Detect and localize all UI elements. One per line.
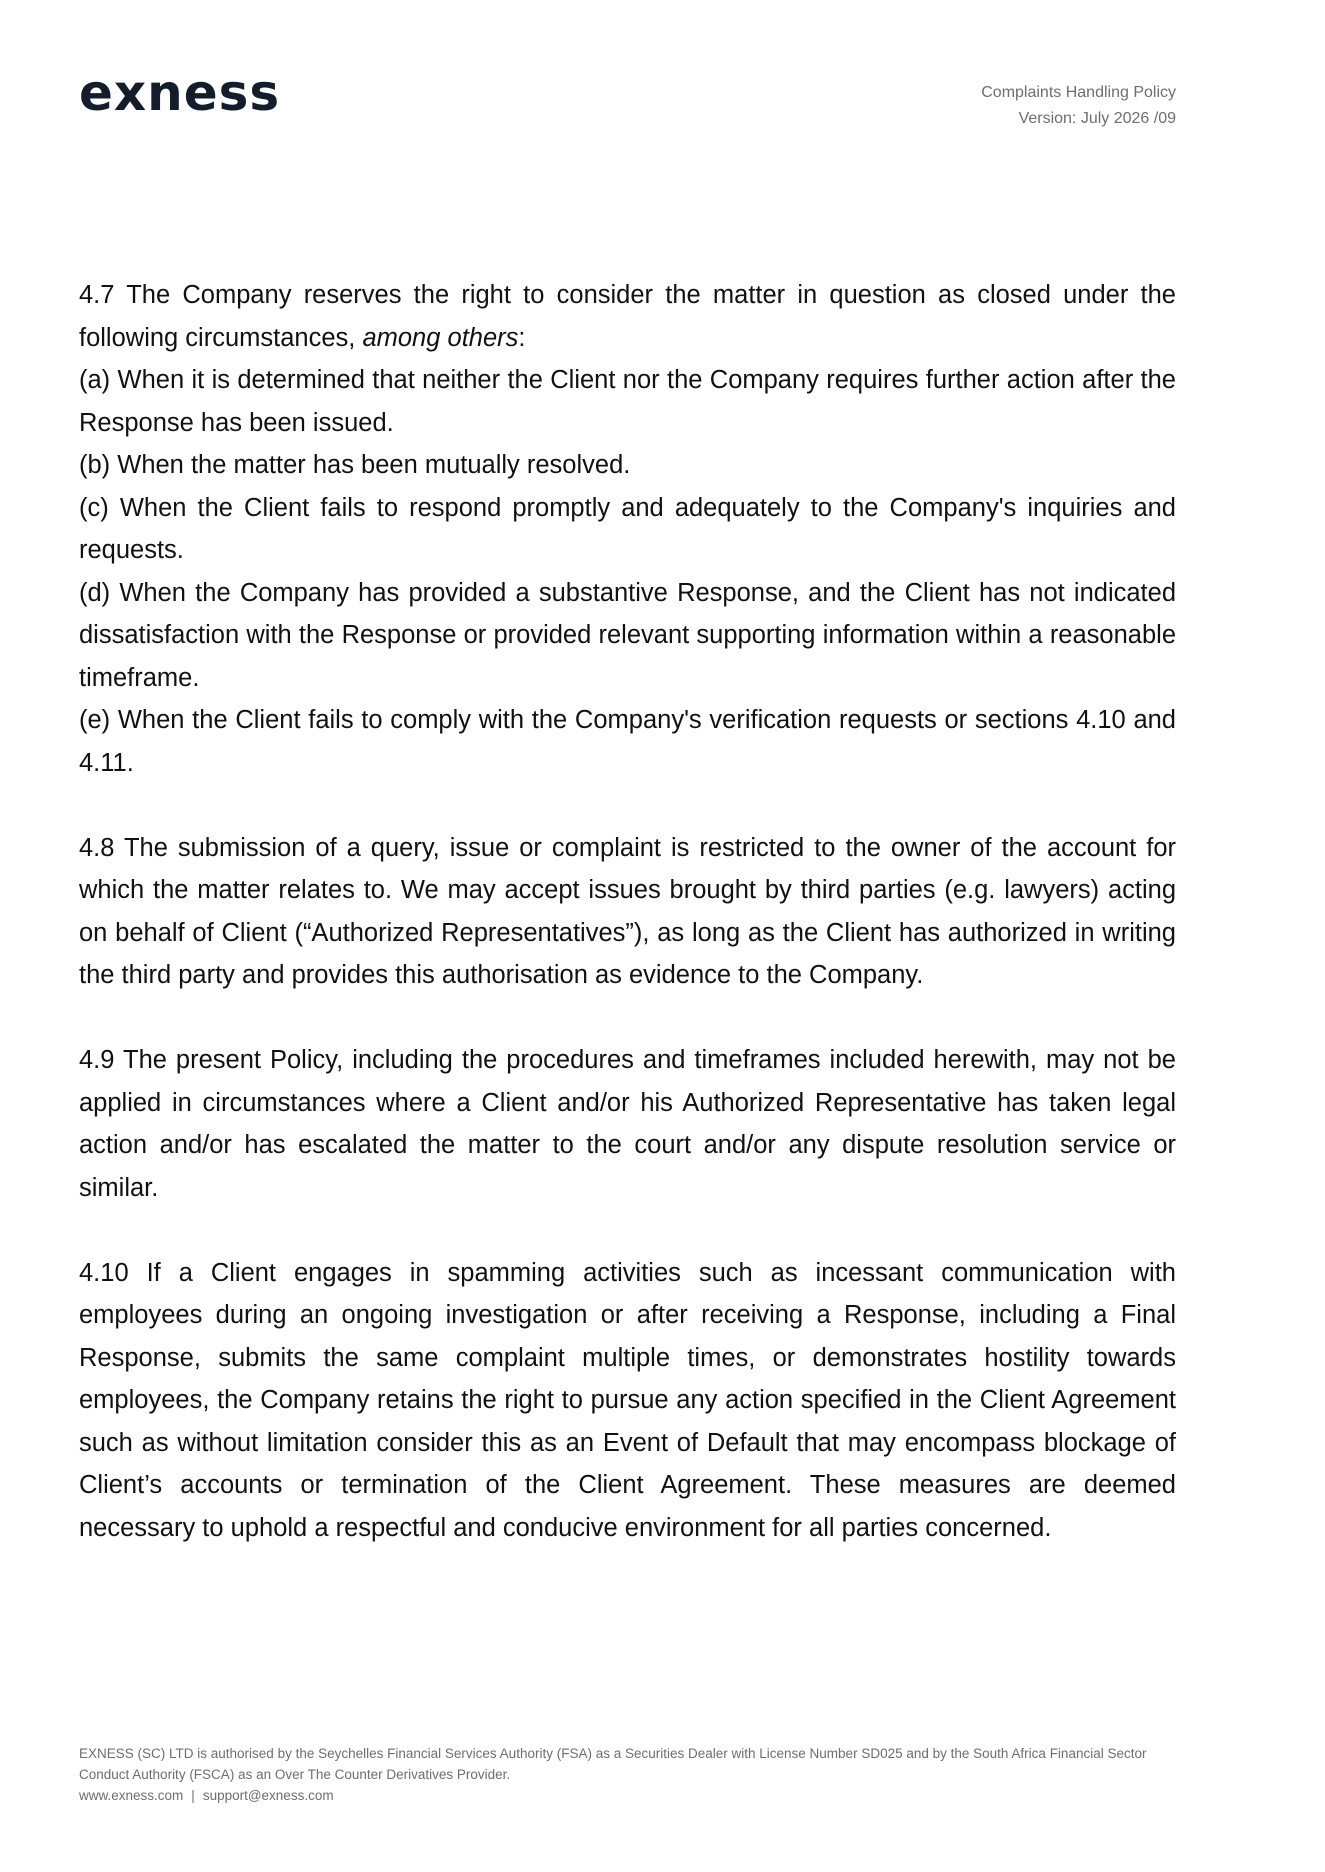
list-item-e: (e) When the Client fails to comply with the Company's verification requests or sections 4.10 and 4.11. [79, 706, 1176, 777]
page-footer [79, 1743, 1179, 1806]
paragraph-spacer [79, 997, 1176, 1040]
footer-website-link[interactable]: www.exness.com [79, 1788, 184, 1803]
section-4-10: 4.10 If a Client engages in spamming activities such as incessant communication with employees during an ongoing investigation or after receiving a Response, including a Final Response, submits the same complaint multiple times, or demonstrates hostility towards employees, the Company retains the right to pursue any action specified in the Client Agreement such as without limitation consider this as an Event of Default that may encompass blockage of Client’s accounts or termination of the Client Agreement. These measures are deemed necessary to uphold a respectful and conducive environment for all parties concerned. [79, 1258, 1176, 1542]
list-item-b: (b) When the matter has been mutually resolved. [79, 451, 631, 479]
section-4-7-colon: : [518, 323, 526, 352]
footer-separator: | [191, 1788, 195, 1803]
list-item-a: (a) When it is determined that neither the Client nor the Company requires further action after the Response has been issued. [79, 366, 1176, 437]
section-4-7-intro [79, 274, 1176, 359]
section-4-7-italic: among others [362, 323, 519, 352]
paragraph-spacer [79, 1209, 1176, 1252]
section-4-9: 4.9 The present Policy, including the procedures and timeframes included herewith, may not be applied in circumstances where a Client and/or his Authorized Representative has taken legal action and/or has escalated the matter to the court and/or any dispute resolution service or similar. [79, 1046, 1176, 1202]
document-version: Version: July 2026 /09 [1018, 110, 1176, 127]
footer-contacts [79, 1785, 1179, 1806]
document-header-meta [981, 80, 1176, 132]
list-item-c: (c) When the Client fails to respond promptly and adequately to the Company's inquiries and requests. [79, 493, 1176, 564]
document-body [79, 274, 1176, 1549]
section-4-8: 4.8 The submission of a query, issue or complaint is restricted to the owner of the account for which the matter relates to. We may accept issues brought by third parties (e.g. lawyers) acting on behalf of Client (“Authorized Representatives”), as long as the Client has authorized in writing the third party and provides this authorisation as evidence to the Company. [79, 833, 1176, 989]
list-item-d: (d) When the Company has provided a substantive Response, and the Client has not indicated dissatisfaction with the Response or provided relevant supporting information within a reasonable timeframe. [79, 578, 1176, 692]
document-title: Complaints Handling Policy [981, 84, 1176, 101]
paragraph-spacer [79, 784, 1176, 827]
footer-disclaimer: EXNESS (SC) LTD is authorised by the Seychelles Financial Services Authority (FSA) as a Securities Dealer with License Number SD025 and by the South Africa Financial Sector Conduct Authority (FSCA) as an Over The Counter Derivatives Provider. [79, 1746, 1147, 1782]
exness-logo: exness [79, 64, 281, 122]
footer-email-link[interactable]: support@exness.com [202, 1788, 334, 1803]
section-4-7-text: 4.7 The Company reserves the right to consider the matter in question as closed under the following circumstances, [79, 281, 1176, 352]
